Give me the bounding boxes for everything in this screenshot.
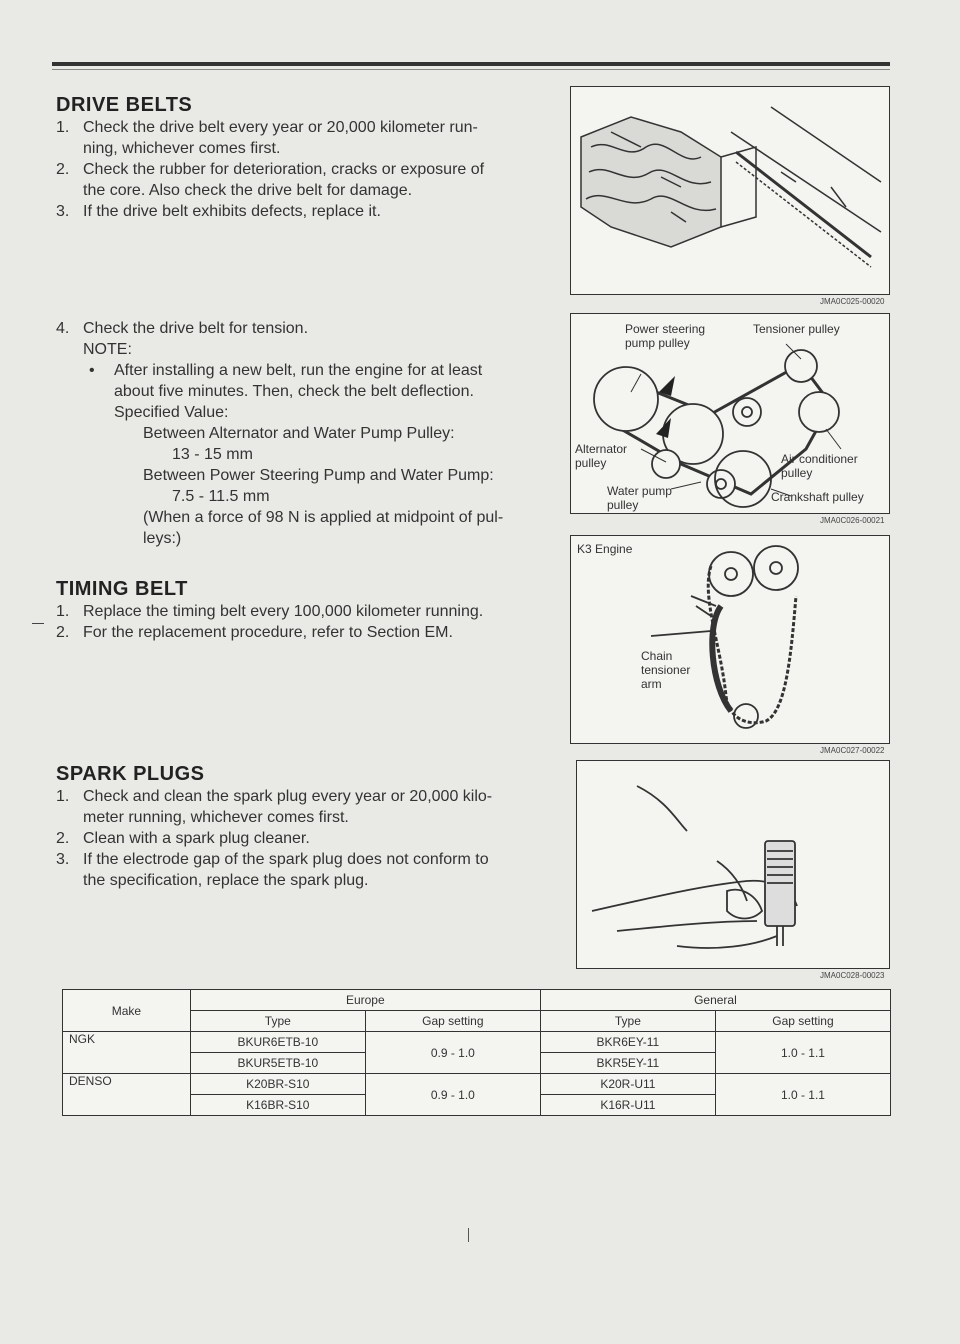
list-item: 3. If the drive belt exhibits defects, replace it.	[56, 203, 381, 220]
col-general: General	[540, 990, 890, 1011]
belt-wear-illustration	[571, 87, 889, 294]
bullet: •	[89, 362, 95, 379]
list-item: 3. If the electrode gap of the spark plug does not conform to the specification, replace the spark plug.	[56, 851, 489, 889]
cell-type: BKUR6ETB-10	[190, 1032, 365, 1053]
note-bullet-item: • After installing a new belt, run the engine for at least about five minutes. Then, check the belt deflection.	[89, 362, 483, 400]
cell-make: NGK	[63, 1032, 191, 1074]
cell-gap: 0.9 - 1.0	[365, 1032, 540, 1074]
label-chain-tensioner: Chain tensioner arm	[641, 649, 691, 691]
specified-label: Specified Value:	[114, 404, 229, 421]
k3-engine-figure	[570, 535, 890, 744]
spark-plug-figure	[576, 760, 890, 969]
figure-code: JMA0C026-00021	[820, 516, 885, 525]
force-note-cont: leys:)	[143, 530, 182, 547]
cell-gap: 1.0 - 1.1	[715, 1032, 890, 1074]
note-block	[56, 339, 556, 549]
label-power-steering: Power steering pump pulley	[625, 322, 706, 350]
spark-plug-illustration	[577, 761, 889, 968]
cell-type: K16BR-S10	[190, 1095, 365, 1116]
figure-code: JMA0C028-00023	[820, 971, 885, 980]
col-europe: Europe	[190, 990, 540, 1011]
list-item: 1. Check and clean the spark plug every year or 20,000 kilo- meter running, whichever comes first.	[56, 788, 493, 826]
label-crankshaft: Crankshaft pulley	[771, 490, 864, 504]
list-item: 1. Replace the timing belt every 100,000 kilometer running.	[56, 603, 484, 620]
list-item: 2. For the replacement procedure, refer to Section EM.	[56, 624, 453, 641]
spark-plug-spec-table	[62, 989, 891, 1116]
list-item: 2. Clean with a spark plug cleaner.	[56, 830, 310, 847]
col-type: Type	[540, 1011, 715, 1032]
table-row	[63, 1032, 891, 1053]
belt-wear-figure	[570, 86, 890, 295]
between-2: Between Power Steering Pump and Water Pump:	[143, 467, 494, 484]
label-tensioner: Tensioner pulley	[753, 322, 840, 336]
header-rule-thin	[52, 69, 890, 70]
page-foot-mark	[468, 1228, 469, 1242]
cell-type: BKR6EY-11	[540, 1032, 715, 1053]
drive-belts-list-2	[56, 318, 556, 339]
figure-code: JMA0C025-00020	[820, 297, 885, 306]
list-item: 1. Check the drive belt every year or 20,000 kilometer run- ning, whichever comes first.	[56, 119, 478, 157]
value-2: 7.5 - 11.5 mm	[172, 488, 270, 505]
force-note: (When a force of 98 N is applied at midpoint of pul-	[143, 509, 504, 526]
drive-belts-heading: DRIVE BELTS	[56, 94, 193, 116]
label-water-pump: Water pump pulley	[607, 484, 672, 512]
between-1: Between Alternator and Water Pump Pulley:	[143, 425, 455, 442]
pulley-figure	[570, 313, 890, 514]
spark-plugs-heading: SPARK PLUGS	[56, 763, 205, 785]
timing-belt-heading: TIMING BELT	[56, 578, 188, 600]
cell-make: DENSO	[63, 1074, 191, 1116]
timing-chain-illustration	[571, 536, 889, 743]
list-item: 4. Check the drive belt for tension.	[56, 320, 309, 337]
table-row	[63, 1074, 891, 1095]
table-header-row	[63, 990, 891, 1011]
spark-plugs-list	[56, 786, 566, 891]
cell-type: BKUR5ETB-10	[190, 1053, 365, 1074]
cell-type: BKR5EY-11	[540, 1053, 715, 1074]
margin-dash	[32, 623, 44, 624]
timing-belt-list	[56, 601, 576, 643]
label-air-conditioner: Air conditioner pulley	[781, 452, 858, 480]
label-k3-engine: K3 Engine	[577, 542, 633, 556]
list-item: 2. Check the rubber for deterioration, cracks or exposure of the core. Also check the drive belt for damage.	[56, 161, 485, 199]
col-type: Type	[190, 1011, 365, 1032]
cell-type: K16R-U11	[540, 1095, 715, 1116]
header-rule	[52, 62, 890, 66]
drive-belts-list	[56, 117, 556, 222]
figure-code: JMA0C027-00022	[820, 746, 885, 755]
cell-gap: 1.0 - 1.1	[715, 1074, 890, 1116]
cell-gap: 0.9 - 1.0	[365, 1074, 540, 1116]
col-make: Make	[63, 990, 191, 1032]
cell-type: K20BR-S10	[190, 1074, 365, 1095]
note-label: NOTE:	[83, 341, 132, 358]
value-1: 13 - 15 mm	[172, 446, 253, 463]
label-alternator: Alternator pulley	[575, 442, 628, 470]
col-gap: Gap setting	[715, 1011, 890, 1032]
cell-type: K20R-U11	[540, 1074, 715, 1095]
col-gap: Gap setting	[365, 1011, 540, 1032]
